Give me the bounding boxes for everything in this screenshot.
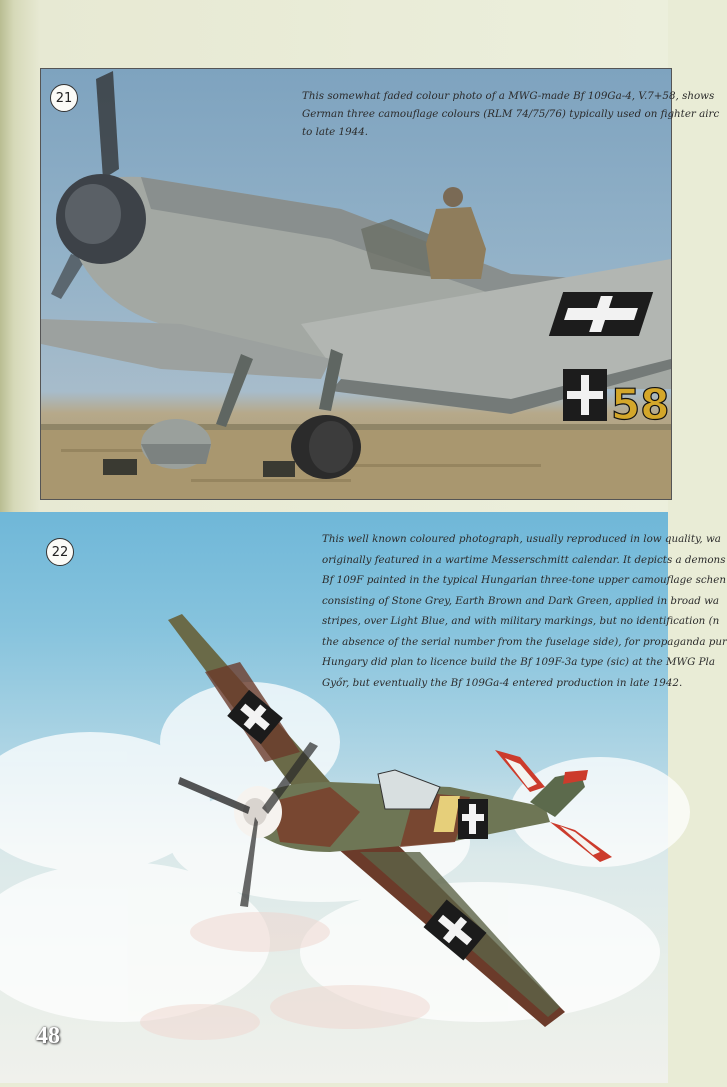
caption-line: the absence of the serial number from the fuselage side), for propaganda pur <box>322 635 727 648</box>
caption-line: stripes, over Light Blue, and with military markings, but no identification (n <box>322 615 720 627</box>
caption-line: This somewhat faded colour photo of a MWG-made Bf 109Ga-4, V.7+58, shows <box>302 90 715 102</box>
figure-22-caption <box>322 529 727 693</box>
page-number: 48 <box>36 1023 60 1049</box>
photo-21 <box>40 68 720 500</box>
photo-22 <box>0 512 727 1083</box>
figure-21-number: 21 <box>50 84 78 112</box>
caption-line: Győr, but eventually the Bf 109Ga-4 entered production in late 1942. <box>322 676 683 689</box>
aircraft-code: 58 <box>611 380 670 429</box>
caption-line: to late 1944. <box>302 126 369 138</box>
caption-line: This well known coloured photograph, usually reproduced in low quality, wa <box>322 533 721 545</box>
caption-line: originally featured in a wartime Messerschmitt calendar. It depicts a demons <box>322 553 726 566</box>
caption-line: German three camouflage colours (RLM 74/75/76) typically used on fighter airc <box>302 108 720 120</box>
figure-21-caption <box>302 87 719 141</box>
figure-22-number: 22 <box>46 538 74 566</box>
caption-line: Bf 109F painted in the typical Hungarian three-tone upper camouflage schen <box>322 574 727 586</box>
caption-line: consisting of Stone Grey, Earth Brown and Dark Green, applied in broad wa <box>322 594 720 607</box>
caption-line: Hungary did plan to licence build the Bf 109F-3a type (sic) at the MWG Pla <box>322 656 715 668</box>
